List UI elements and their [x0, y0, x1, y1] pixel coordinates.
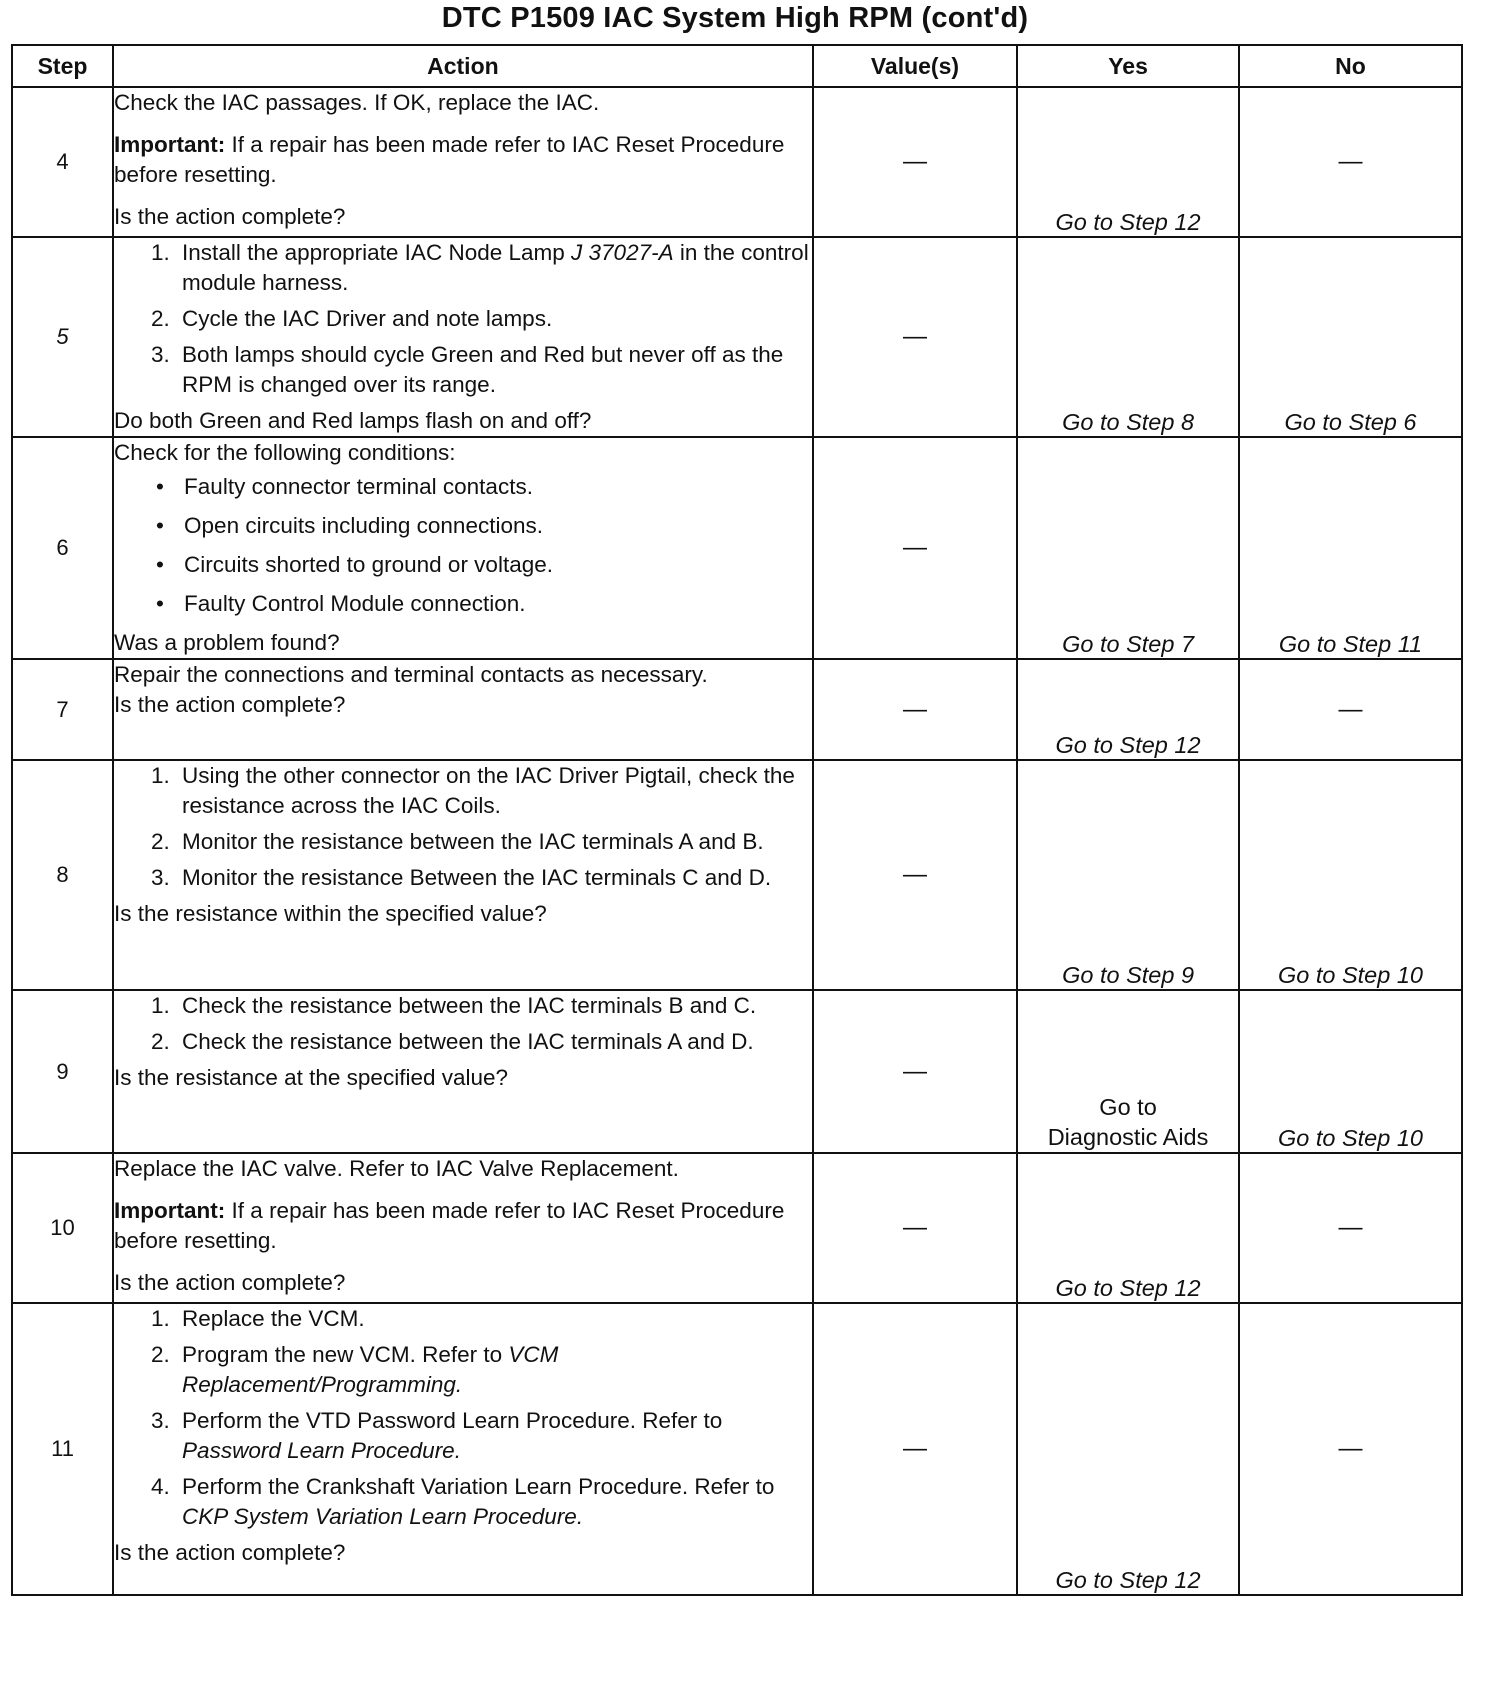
- list-item-text: Perform the Crankshaft Variation Learn Procedure. Refer to: [182, 1474, 775, 1499]
- action-cell: [113, 237, 813, 437]
- no-cell: Go to Step 11: [1239, 437, 1462, 659]
- header-no: No: [1239, 45, 1462, 87]
- action-steps: [114, 991, 812, 1057]
- list-item-text: in the control module harness.: [182, 240, 809, 295]
- bullet: •: [156, 513, 164, 538]
- table-row: [12, 87, 1462, 237]
- action-cell: [113, 659, 813, 760]
- important-label: Important:: [114, 1198, 226, 1223]
- yes-cell: Go to Step 9: [1017, 760, 1239, 990]
- list-item-text: Faulty connector terminal contacts.: [184, 474, 533, 499]
- value-cell: —: [813, 437, 1017, 659]
- no-cell: Go to Step 10: [1239, 760, 1462, 990]
- header-yes: Yes: [1017, 45, 1239, 87]
- condition-list: [114, 472, 812, 619]
- list-item: [156, 472, 812, 502]
- action-cell: [113, 87, 813, 237]
- tool-reference: J 37027-A: [571, 240, 674, 265]
- list-item: [176, 1472, 812, 1532]
- list-item: 1. Using the other connector on the IAC Driver Pigtail, check the resistance across the IAC Coils.: [176, 761, 812, 821]
- no-cell: —: [1239, 1153, 1462, 1303]
- yes-text: Diagnostic Aids: [1047, 1124, 1209, 1150]
- list-item: [176, 1340, 812, 1400]
- action-cell: [113, 1153, 813, 1303]
- value-cell: —: [813, 1153, 1017, 1303]
- header-step: Step: [12, 45, 113, 87]
- step-number: 8: [12, 760, 113, 990]
- step-number: 11: [12, 1303, 113, 1595]
- important-label: Important:: [114, 132, 226, 157]
- action-question: Was a problem found?: [114, 630, 340, 655]
- important-note: [114, 1196, 812, 1256]
- step-number: 6: [12, 437, 113, 659]
- no-cell: Go to Step 10: [1239, 990, 1462, 1153]
- yes-cell: Go to Step 12: [1017, 659, 1239, 760]
- list-item: [156, 589, 812, 619]
- list-item: [176, 238, 812, 298]
- value-cell: —: [813, 659, 1017, 760]
- action-question: Is the resistance within the specified value?: [114, 901, 547, 926]
- list-item-text: Open circuits including connections.: [184, 513, 543, 538]
- action-question: Is the action complete?: [114, 204, 346, 229]
- bullet: •: [156, 552, 164, 577]
- no-cell: —: [1239, 87, 1462, 237]
- table-row: [12, 437, 1462, 659]
- page-title: DTC P1509 IAC System High RPM (cont'd): [441, 2, 1029, 34]
- list-item: 2. Check the resistance between the IAC terminals A and D.: [176, 1027, 812, 1057]
- no-cell: —: [1239, 659, 1462, 760]
- value-cell: —: [813, 237, 1017, 437]
- list-item-text: Circuits shorted to ground or voltage.: [184, 552, 553, 577]
- yes-cell: Go to Step 12: [1017, 1303, 1239, 1595]
- list-item-text: Install the appropriate IAC Node Lamp: [182, 240, 572, 265]
- action-cell: [113, 1303, 813, 1595]
- action-text: Check the IAC passages. If OK, replace the IAC.: [114, 90, 600, 115]
- yes-cell: Go to Step 7: [1017, 437, 1239, 659]
- yes-cell: [1017, 990, 1239, 1153]
- procedure-reference: VCM Replacement/Programming.: [182, 1342, 559, 1397]
- action-text: Replace the IAC valve. Refer to IAC Valve Replacement.: [114, 1156, 679, 1181]
- header-action: Action: [113, 45, 813, 87]
- procedure-reference: CKP System Variation Learn Procedure.: [182, 1504, 584, 1529]
- bullet: •: [156, 474, 164, 499]
- no-cell: Go to Step 6: [1239, 237, 1462, 437]
- list-item: [156, 550, 812, 580]
- yes-cell: Go to Step 12: [1017, 1153, 1239, 1303]
- action-cell: [113, 760, 813, 990]
- list-item: [156, 511, 812, 541]
- list-item-text: Perform the VTD Password Learn Procedure. Refer to: [182, 1408, 723, 1433]
- table-row: [12, 659, 1462, 760]
- action-question: Do both Green and Red lamps flash on and off?: [114, 408, 592, 433]
- step-number: 7: [12, 659, 113, 760]
- value-cell: —: [813, 990, 1017, 1153]
- action-question: Is the action complete?: [114, 692, 346, 717]
- action-cell: [113, 437, 813, 659]
- step-number: 9: [12, 990, 113, 1153]
- table-row: [12, 990, 1462, 1153]
- action-cell: [113, 990, 813, 1153]
- table-header-row: [12, 45, 1462, 87]
- action-question: Is the action complete?: [114, 1270, 346, 1295]
- list-item: 1. Check the resistance between the IAC terminals B and C.: [176, 991, 812, 1021]
- list-item: 3. Monitor the resistance Between the IAC terminals C and D.: [176, 863, 812, 893]
- action-text: Check for the following conditions:: [114, 440, 456, 465]
- important-text: If a repair has been made refer to IAC Reset Procedure before resetting.: [114, 1198, 785, 1253]
- diagnostic-table: [11, 44, 1463, 1596]
- action-question: Is the action complete?: [114, 1540, 346, 1565]
- table-row: [12, 760, 1462, 990]
- bullet: •: [156, 591, 164, 616]
- yes-cell: Go to Step 8: [1017, 237, 1239, 437]
- value-cell: —: [813, 1303, 1017, 1595]
- action-steps: [114, 1304, 812, 1532]
- action-steps: [114, 238, 812, 400]
- important-note: [114, 130, 812, 190]
- table-row: [12, 237, 1462, 437]
- list-item: 3. Both lamps should cycle Green and Red but never off as the RPM is changed over its range.: [176, 340, 812, 400]
- important-text: If a repair has been made refer to IAC Reset Procedure before resetting.: [114, 132, 785, 187]
- table-row: [12, 1153, 1462, 1303]
- no-cell: —: [1239, 1303, 1462, 1595]
- yes-cell: Go to Step 12: [1017, 87, 1239, 237]
- action-question: Is the resistance at the specified value?: [114, 1065, 509, 1090]
- list-item: 2. Cycle the IAC Driver and note lamps.: [176, 304, 812, 334]
- list-item-text: Program the new VCM. Refer to: [182, 1342, 509, 1367]
- table-row: [12, 1303, 1462, 1595]
- list-item-text: Faulty Control Module connection.: [184, 591, 526, 616]
- action-text: Repair the connections and terminal contacts as necessary.: [114, 662, 708, 687]
- step-number: 5: [12, 237, 113, 437]
- list-item: [176, 1406, 812, 1466]
- procedure-reference: Password Learn Procedure.: [182, 1438, 461, 1463]
- step-number: 10: [12, 1153, 113, 1303]
- list-item: 1. Replace the VCM.: [176, 1304, 812, 1334]
- list-item: 2. Monitor the resistance between the IAC terminals A and B.: [176, 827, 812, 857]
- header-values: Value(s): [813, 45, 1017, 87]
- value-cell: —: [813, 87, 1017, 237]
- action-steps: [114, 761, 812, 893]
- value-cell: —: [813, 760, 1017, 990]
- yes-text: Go to: [1099, 1094, 1157, 1120]
- step-number: 4: [12, 87, 113, 237]
